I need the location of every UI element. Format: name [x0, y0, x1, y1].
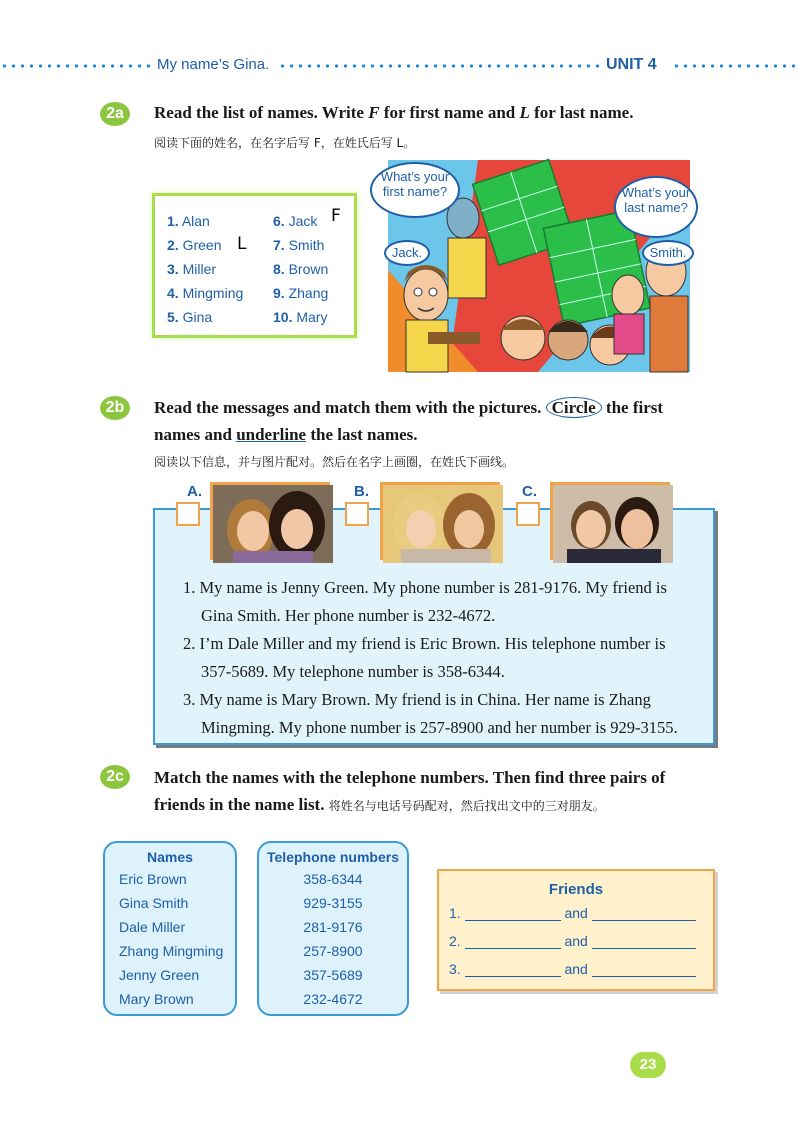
- speech-bubble-jack: Jack.: [384, 240, 430, 266]
- header-dots-right: [672, 63, 800, 69]
- photo-label-a: A.: [187, 483, 202, 500]
- names-list: [105, 867, 235, 1011]
- friends-row-1: 1. and: [449, 905, 696, 921]
- message-item: 2. I’m Dale Miller and my friend is Eric Brown. His telephone number is 357-5689. My telephone number is 358-6344.: [183, 634, 666, 681]
- list-item: 2. Green: [167, 237, 222, 253]
- header-lesson-title: My name’s Gina.: [157, 56, 270, 73]
- list-item: Eric Brown: [119, 871, 187, 887]
- list-item: 7. Smith: [273, 237, 325, 253]
- name-list-left-column: [167, 209, 243, 329]
- section-2a-instruction-text: Read the list of names. Write F for first name and L for last name.: [154, 103, 634, 122]
- list-item: 232-4672: [303, 991, 363, 1007]
- header-dots-middle: [278, 63, 604, 69]
- header-unit: UNIT 4: [606, 56, 657, 73]
- list-item: Dale Miller: [119, 919, 186, 935]
- handwritten-l-mark[interactable]: L: [237, 234, 247, 254]
- list-item: 4. Mingming: [167, 285, 244, 301]
- list-item: Jenny Green: [119, 967, 200, 983]
- list-item: 9. Zhang: [273, 285, 329, 301]
- message-item: 1. My name is Jenny Green. My phone number is 281-9176. My friend is Gina Smith. Her phone number is 232-4672.: [183, 578, 667, 625]
- answer-box-c[interactable]: [516, 502, 540, 526]
- page-number: 23: [630, 1052, 666, 1078]
- photo-label-c: C.: [522, 483, 537, 500]
- list-item: 6. Jack: [273, 213, 318, 229]
- speech-bubble-first-name: What’s your first name?: [370, 162, 460, 218]
- phones-list: [259, 867, 407, 1011]
- blank-field[interactable]: [465, 963, 561, 977]
- list-item: 257-8900: [303, 943, 363, 959]
- blank-field[interactable]: [465, 935, 561, 949]
- answer-box-a[interactable]: [176, 502, 200, 526]
- speech-bubble-last-name: What’s your last name?: [614, 176, 698, 238]
- list-item: 3. Miller: [167, 261, 217, 277]
- friends-row-3: 3. and: [449, 961, 696, 977]
- section-2b-instruction: Read the messages and match them with the pictures. Circle the first names and underline the last names.: [154, 398, 664, 444]
- blank-field[interactable]: [592, 963, 696, 977]
- list-item: 1. Alan: [167, 213, 210, 229]
- answer-box-b[interactable]: [345, 502, 369, 526]
- section-2c-instruction-cn: 将姓名与电话号码配对，然后找出文中的三对朋友。: [328, 799, 605, 813]
- friends-box: [437, 869, 715, 991]
- blank-field[interactable]: [592, 935, 696, 949]
- list-item: 8. Brown: [273, 261, 329, 277]
- photo-c-two-boys: [550, 482, 670, 560]
- list-item: 10. Mary: [273, 309, 328, 325]
- message-item: 3. My name is Mary Brown. My friend is in China. Her name is Zhang Mingming. My phone number is 257-8900 and her number is 929-3155.: [183, 690, 678, 737]
- names-header: Names: [147, 849, 193, 865]
- name-list-right-column: [273, 209, 328, 329]
- header-dots-left: [0, 63, 152, 69]
- photo-label-b: B.: [354, 483, 369, 500]
- photo-a-two-girls: [210, 482, 330, 560]
- friends-row-2: 2. and: [449, 933, 696, 949]
- friends-title: Friends: [548, 881, 604, 898]
- section-2a-instruction: [154, 99, 633, 126]
- handwritten-f-mark[interactable]: F: [331, 206, 341, 226]
- phones-header: Telephone numbers: [267, 849, 399, 865]
- list-item: Mary Brown: [119, 991, 194, 1007]
- list-item: 357-5689: [303, 967, 363, 983]
- list-item: 5. Gina: [167, 309, 213, 325]
- list-item: Gina Smith: [119, 895, 189, 911]
- circle-word: Circle: [546, 397, 602, 418]
- name-list-box: [152, 193, 357, 338]
- section-2b-badge: 2b: [100, 396, 130, 420]
- comic-illustration: [380, 160, 691, 372]
- blank-field[interactable]: [592, 907, 696, 921]
- photo-b-two-girls: [380, 482, 500, 560]
- names-box: [103, 841, 237, 1016]
- underline-word: underline: [236, 425, 307, 444]
- speech-bubble-smith: Smith.: [642, 240, 694, 266]
- section-2c-badge: 2c: [100, 765, 130, 789]
- list-item: 929-3155: [303, 895, 363, 911]
- section-2b-instruction-cn: 阅读以下信息，并与图片配对。然后在名字上画圈，在姓氏下画线。: [154, 455, 515, 469]
- phones-box: [257, 841, 409, 1016]
- section-2c-instruction: Match the names with the telephone numbers. Then find three pairs of friends in the name list. 将姓名与电话号码配对，然后找出文中的三对朋友。: [154, 768, 666, 814]
- list-item: 358-6344: [303, 871, 363, 887]
- section-2a-badge: 2a: [100, 102, 130, 126]
- blank-field[interactable]: [465, 907, 561, 921]
- list-item: 281-9176: [303, 919, 363, 935]
- messages-list: [183, 574, 678, 742]
- list-item: Zhang Mingming: [119, 943, 224, 959]
- section-2a-instruction-cn: 阅读下面的姓名，在名字后写 F，在姓氏后写 L。: [154, 136, 416, 150]
